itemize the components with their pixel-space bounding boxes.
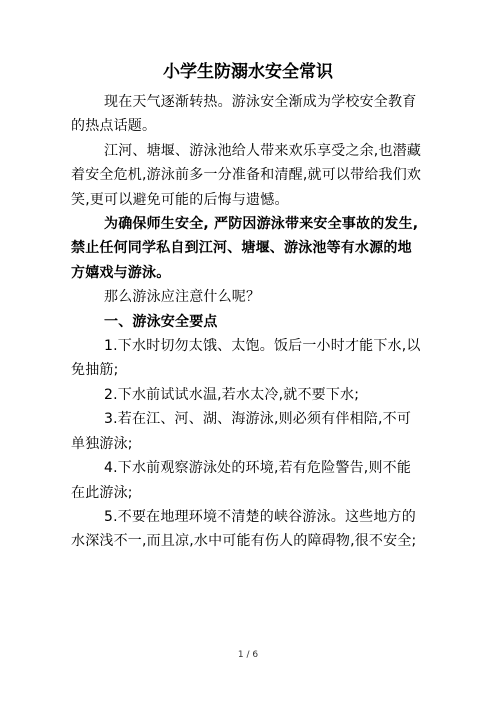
page-number: [0, 649, 496, 661]
page-separator: /: [246, 650, 250, 660]
page-current: 1: [237, 650, 244, 660]
list-item: 3.若在江、河、湖、海游泳,则必须有伴相陪,不可单独游泳;: [71, 411, 412, 452]
document-title: 小学生防溺水安全常识: [163, 62, 333, 82]
page-total: 6: [252, 650, 259, 660]
paragraph-prohibition: 为确保师生安全, 严防因游泳带来安全事故的发生, 禁止任何同学私自到江河、塘堰、游泳池等有水源的地方嬉戏与游泳。: [71, 216, 419, 281]
list-item: 5.不要在地理环境不清楚的峡谷游泳。这些地方的水深浅不一,而且凉,水中可能有伤人的障碍物,很不安全;: [71, 508, 417, 550]
paragraph-risks: 江河、塘堰、游泳池给人带来欢乐享受之余,也潜藏着安全危机,游泳前多一分准备和清醒,就可以带给我们欢笑,更可以避免可能的后悔与遗憾。: [71, 142, 422, 208]
list-item: 1.下水时切勿太饿、太饱。饭后一小时才能下水,以免抽筋;: [71, 338, 421, 379]
list-item: 4.下水前观察游泳处的环境,若有危险警告,则不能在此游泳;: [71, 460, 412, 501]
paragraph-intro: 现在天气逐渐转热。游泳安全渐成为学校安全教育的热点话题。: [71, 94, 417, 135]
list-item: 2.下水前试试水温,若水太冷,就不要下水;: [104, 386, 360, 403]
document-body: [71, 90, 425, 554]
section-heading: 一、游泳安全要点: [104, 313, 218, 330]
paragraph-question: 那么游泳应注意什么呢？: [104, 289, 261, 306]
